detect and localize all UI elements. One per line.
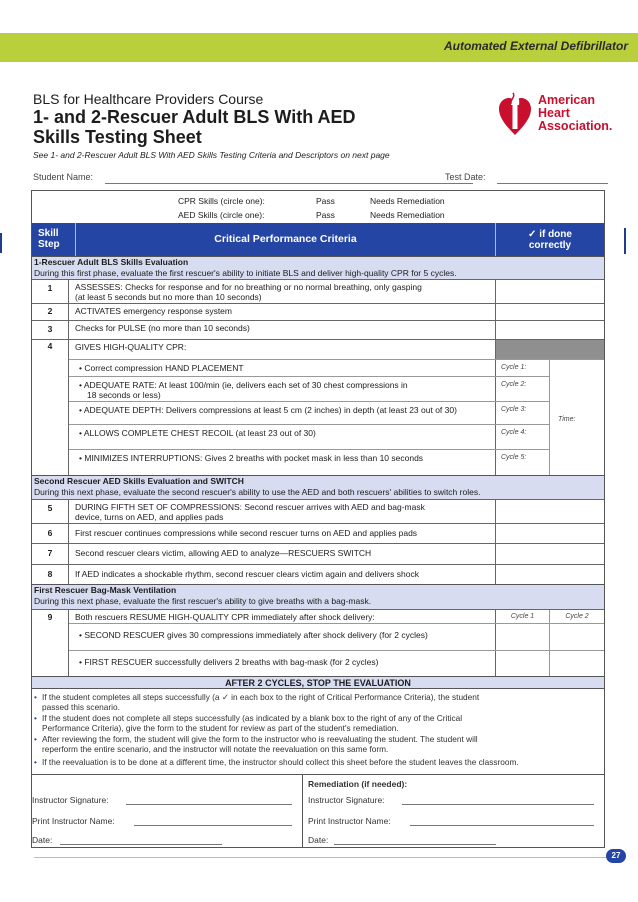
step9-sub-2: [69, 650, 496, 676]
cycle-header-cells: [496, 610, 604, 624]
course-name: BLS for Healthcare Providers Course: [33, 91, 264, 107]
step-number: 8: [32, 565, 69, 584]
remediation-signature-field[interactable]: [402, 804, 594, 805]
student-name-label: Student Name:: [33, 172, 94, 182]
cpr-sub-4: [69, 424, 496, 449]
title-line-1: 1- and 2-Rescuer Adult BLS With AED: [33, 107, 356, 127]
step9-cycle-2-box-b[interactable]: [550, 650, 604, 676]
instructor-signature-field[interactable]: [126, 804, 292, 805]
sub-text: ALLOWS COMPLETE CHEST RECOIL (at least 23 out of 30): [83, 428, 316, 438]
check-header-line-2: correctly: [528, 240, 572, 251]
instructor-signature-label: Instructor Signature:: [32, 795, 109, 805]
test-date-field[interactable]: [497, 183, 608, 184]
aha-logo: [497, 89, 613, 137]
date-label: Date:: [32, 835, 53, 845]
sub-text: SECOND RESCUER gives 30 compressions immediately after shock delivery (for 2 cycles): [84, 630, 428, 640]
bullet: •: [79, 428, 82, 438]
bullet: •: [79, 405, 82, 415]
remediation-date-field[interactable]: [334, 844, 496, 845]
step-criteria: [69, 280, 496, 303]
table-header: [32, 223, 604, 256]
page-number: 27: [606, 849, 626, 863]
bullet: •: [79, 380, 82, 390]
step9-cycle-1-box[interactable]: [496, 623, 550, 650]
step-row-2: [32, 303, 604, 320]
step-row-7: [32, 543, 604, 564]
bullet: •: [79, 363, 82, 373]
remediation-print-field[interactable]: [410, 825, 594, 826]
step-number: 4: [32, 340, 69, 475]
remediation-print-label: Print Instructor Name:: [308, 816, 391, 826]
step-row-1: [32, 279, 604, 303]
signature-divider: [302, 775, 303, 848]
aha-line-2: Heart: [538, 106, 570, 120]
step-number: 7: [32, 544, 69, 564]
section-1-desc: During this first phase, evaluate the first rescuer's ability to initiate BLS and deliver high-quality CPR for 5 cycles.: [34, 268, 457, 278]
page-subtitle: See 1- and 2-Rescuer Adult BLS With AED Skills Testing Criteria and Descriptors on next page: [33, 150, 390, 160]
section-3-title: First Rescuer Bag-Mask Ventilation: [34, 585, 177, 595]
check-box[interactable]: [496, 500, 604, 523]
step-row-3: [32, 320, 604, 339]
skill-step-header: [32, 223, 76, 256]
cycle-4-box[interactable]: Cycle 4:: [496, 424, 550, 449]
check-header-line-1: ✓ if done: [528, 229, 572, 240]
cycle-2-header: Cycle 2: [565, 613, 589, 620]
instruction-text: If the reevaluation is to be done at a different time, the instructor should collect this sheet before the student leaves the classroom.: [42, 757, 519, 767]
bullet: •: [79, 453, 82, 463]
instruction-text: passed this scenario.: [42, 702, 120, 712]
step-row-6: [32, 523, 604, 543]
step-number: 5: [32, 500, 69, 523]
check-box[interactable]: [496, 304, 604, 320]
time-box[interactable]: Time:: [550, 359, 604, 475]
aha-name: [538, 94, 612, 133]
section-2-desc: During this next phase, evaluate the second rescuer's ability to use the AED and both rescuers' abilities to switch roles.: [34, 487, 481, 497]
section-2-header: [32, 475, 604, 499]
skill-header-line: Skill: [38, 228, 59, 239]
step-header-line: Step: [38, 239, 60, 250]
bullet: •: [34, 734, 37, 744]
instruction-text: If the student does not complete all steps successfully (as indicated by a blank box to the right of any of the Critical: [42, 713, 463, 723]
check-header: [496, 223, 604, 256]
test-date-label: Test Date:: [445, 172, 486, 182]
student-name-field[interactable]: [105, 183, 473, 184]
instruction-bullet-3: [34, 734, 604, 754]
remediation-date-label: Date:: [308, 835, 329, 845]
cpr-pass-option[interactable]: Pass: [316, 196, 335, 206]
bullet: •: [79, 657, 82, 667]
criteria-header: Critical Performance Criteria: [76, 223, 496, 256]
bullet: •: [34, 713, 37, 723]
cycle-5-box[interactable]: Cycle 5:: [496, 449, 550, 475]
instruction-text: If the student completes all steps successfully (a ✓ in each box to the right of Critical Performance Criteria), the student: [42, 692, 480, 702]
sub-text: 18 seconds or less): [87, 390, 161, 400]
cpr-sub-3: [69, 401, 496, 424]
remediation-signature-label: Instructor Signature:: [308, 795, 385, 805]
step-criteria: [69, 500, 496, 523]
step-text: ASSESSES: Checks for response and for no breathing or no normal breathing, only gasping: [75, 282, 422, 292]
step-row-8: [32, 564, 604, 584]
step-number: 6: [32, 524, 69, 543]
instruction-text: reperform the entire scenario, and the instructor will notate the reevaluation on this same form.: [42, 744, 389, 754]
aha-line-1: American: [538, 93, 595, 107]
aed-pass-option[interactable]: Pass: [316, 210, 335, 220]
step-criteria: ACTIVATES emergency response system: [69, 304, 496, 320]
step9-sub-1: [69, 623, 496, 650]
instruction-bullet-4: [34, 757, 604, 767]
step-text: DURING FIFTH SET OF COMPRESSIONS: Second rescuer arrives with AED and bag-mask: [75, 502, 425, 512]
section-3-desc: During this next phase, evaluate the first rescuer's ability to give breaths with a bag-mask.: [34, 596, 372, 606]
page-title: [33, 107, 356, 147]
cycle-1-box[interactable]: Cycle 1:: [496, 359, 550, 376]
shaded-cell: [496, 340, 604, 360]
check-box[interactable]: [496, 280, 604, 303]
bullet: •: [34, 692, 37, 702]
aha-line-3: Association.: [538, 119, 613, 133]
instruction-bullet-1: [34, 692, 604, 712]
margin-tab-left: [0, 233, 2, 253]
sub-text: MINIMIZES INTERRUPTIONS: Gives 2 breaths with pocket mask in less than 10 seconds: [84, 453, 424, 463]
student-info-line: [33, 172, 608, 186]
instruction-text: After reviewing the form, the student will give the form to the instructor who is reevaluating the student. The student will: [42, 734, 478, 744]
step-criteria: Second rescuer clears victim, allowing AED to analyze—RESCUERS SWITCH: [69, 544, 496, 564]
after-cycles-banner: AFTER 2 CYCLES, STOP THE EVALUATION: [32, 676, 604, 689]
date-field[interactable]: [60, 844, 222, 845]
step-number: 1: [32, 280, 69, 303]
margin-tab-right: [624, 228, 626, 254]
cpr-sub-5: [69, 449, 496, 475]
step-row-5: [32, 499, 604, 523]
section-1-header: [32, 256, 604, 279]
step-criteria: Both rescuers RESUME HIGH-QUALITY CPR immediately after shock delivery:: [69, 610, 496, 676]
remediation-title: Remediation (if needed):: [308, 779, 408, 789]
step-criteria: First rescuer continues compressions while second rescuer turns on AED and applies pads: [69, 524, 496, 543]
cycle-3-box[interactable]: Cycle 3:: [496, 401, 550, 424]
step-number: 2: [32, 304, 69, 320]
footer-line: [34, 857, 606, 858]
aed-remediation-option[interactable]: Needs Remediation: [370, 210, 445, 220]
step9-cycle-1-box-b[interactable]: [496, 650, 550, 676]
step-text: (at least 5 seconds but no more than 10 seconds): [75, 292, 262, 302]
step-text: GIVES HIGH-QUALITY CPR:: [75, 342, 187, 352]
instruction-bullet-2: [34, 713, 604, 733]
check-box[interactable]: [496, 544, 604, 564]
instruction-text: Performance Criteria), give the form to the student for review as part of the student's remediation.: [42, 723, 399, 733]
banner-title: Automated External Defibrillator: [443, 39, 628, 53]
title-line-2: Skills Testing Sheet: [33, 127, 202, 147]
cpr-remediation-option[interactable]: Needs Remediation: [370, 196, 445, 206]
step-text: device, turns on AED, and applies pads: [75, 512, 224, 522]
check-box[interactable]: [496, 321, 604, 339]
section-1-title: 1-Rescuer Adult BLS Skills Evaluation: [34, 257, 189, 267]
section-2-title: Second Rescuer AED Skills Evaluation and SWITCH: [34, 476, 244, 486]
heart-torch-icon: [497, 89, 533, 137]
sub-text: FIRST RESCUER successfully delivers 2 breaths with bag-mask (for 2 cycles): [84, 657, 379, 667]
cycle-1-header: Cycle 1: [496, 610, 550, 624]
aed-skills-label: AED Skills (circle one):: [178, 210, 265, 220]
signature-block: [32, 774, 604, 847]
bullet: •: [79, 630, 82, 640]
step-criteria: If AED indicates a shockable rhythm, second rescuer clears victim again and delivers shock: [69, 565, 496, 584]
check-box[interactable]: [496, 565, 604, 584]
step9-cycle-2-box[interactable]: [550, 623, 604, 650]
sub-text: ADEQUATE DEPTH: Delivers compressions at least 5 cm (2 inches) in depth (at least 23 out of 30): [83, 405, 457, 415]
step-number: 3: [32, 321, 69, 339]
cpr-sub-2: [69, 376, 496, 401]
sub-text: Correct compression HAND PLACEMENT: [84, 363, 244, 373]
top-banner: [0, 33, 638, 62]
step-number: 9: [32, 610, 69, 676]
cycle-2-box[interactable]: Cycle 2:: [496, 376, 550, 401]
skills-table: [31, 190, 605, 848]
sub-text: ADEQUATE RATE: At least 100/min (ie, delivers each set of 30 chest compressions in: [83, 380, 408, 390]
print-name-field[interactable]: [134, 825, 292, 826]
cpr-skills-label: CPR Skills (circle one):: [178, 196, 265, 206]
skills-result-box: [32, 191, 604, 223]
bullet: •: [34, 757, 37, 767]
cpr-sub-1: [69, 359, 496, 376]
section-3-header: [32, 584, 604, 609]
check-box[interactable]: [496, 524, 604, 543]
step-criteria: Checks for PULSE (no more than 10 seconds): [69, 321, 496, 339]
print-name-label: Print Instructor Name:: [32, 816, 115, 826]
